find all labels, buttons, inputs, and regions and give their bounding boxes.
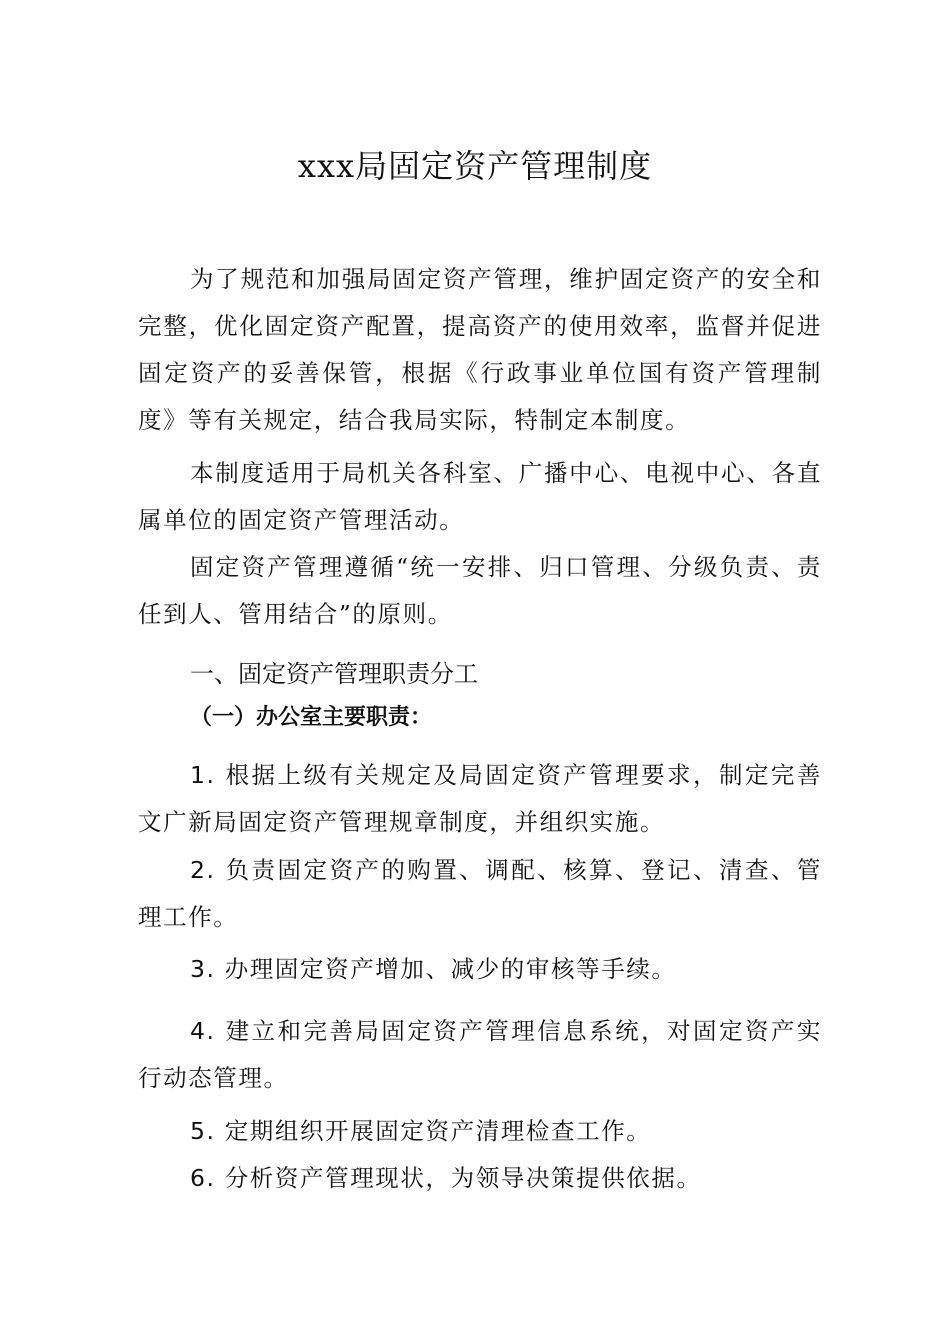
subsection-heading: （一）办公室主要职责： bbox=[190, 705, 433, 730]
list-item-text: 办理固定资产增加、减少的审核等手续。 bbox=[224, 955, 677, 983]
list-item-text: 定期组织开展固定资产清理检查工作。 bbox=[224, 1117, 652, 1145]
list-item-text: 负责固定资产的购置、调配、核算、登记、清查、管理工作。 bbox=[138, 856, 822, 931]
principle-paragraph: 固定资产管理遵循“统一安排、归口管理、分级负责、责任到人、管用结合”的原则。 bbox=[138, 553, 822, 628]
list-item-number: 2. bbox=[190, 856, 216, 884]
list-item bbox=[138, 752, 822, 846]
list-item bbox=[138, 1108, 822, 1155]
list-item-number: 3. bbox=[190, 955, 216, 983]
list-item-number: 6. bbox=[190, 1164, 216, 1192]
list-item bbox=[138, 1008, 822, 1102]
list-item-text: 根据上级有关规定及局固定资产管理要求，制定完善文广新局固定资产管理规章制度，并组织实施。 bbox=[138, 761, 822, 836]
list-item bbox=[138, 847, 822, 941]
list-item bbox=[138, 1155, 822, 1202]
list-item-number: 4. bbox=[190, 1017, 216, 1045]
list-item-number: 5. bbox=[190, 1117, 216, 1145]
section-heading: 一、固定资产管理职责分工 bbox=[190, 660, 478, 688]
list-item-text: 建立和完善局固定资产管理信息系统，对固定资产实行动态管理。 bbox=[138, 1017, 822, 1092]
intro-paragraph: 为了规范和加强局固定资产管理，维护固定资产的安全和完整，优化固定资产配置，提高资产的使用效率，监督并促进固定资产的妥善保管，根据《行政事业单位国有资产管理制度》等有关规定，结合我局实际，特制定本制度。 bbox=[138, 265, 822, 434]
list-item bbox=[138, 946, 822, 993]
list-item-number: 1. bbox=[190, 761, 216, 789]
document-title: xxx局固定资产管理制度 bbox=[297, 147, 653, 185]
list-item-text: 分析资产管理现状，为领导决策提供依据。 bbox=[224, 1164, 702, 1192]
scope-paragraph: 本制度适用于局机关各科室、广播中心、电视中心、各直属单位的固定资产管理活动。 bbox=[138, 459, 822, 534]
